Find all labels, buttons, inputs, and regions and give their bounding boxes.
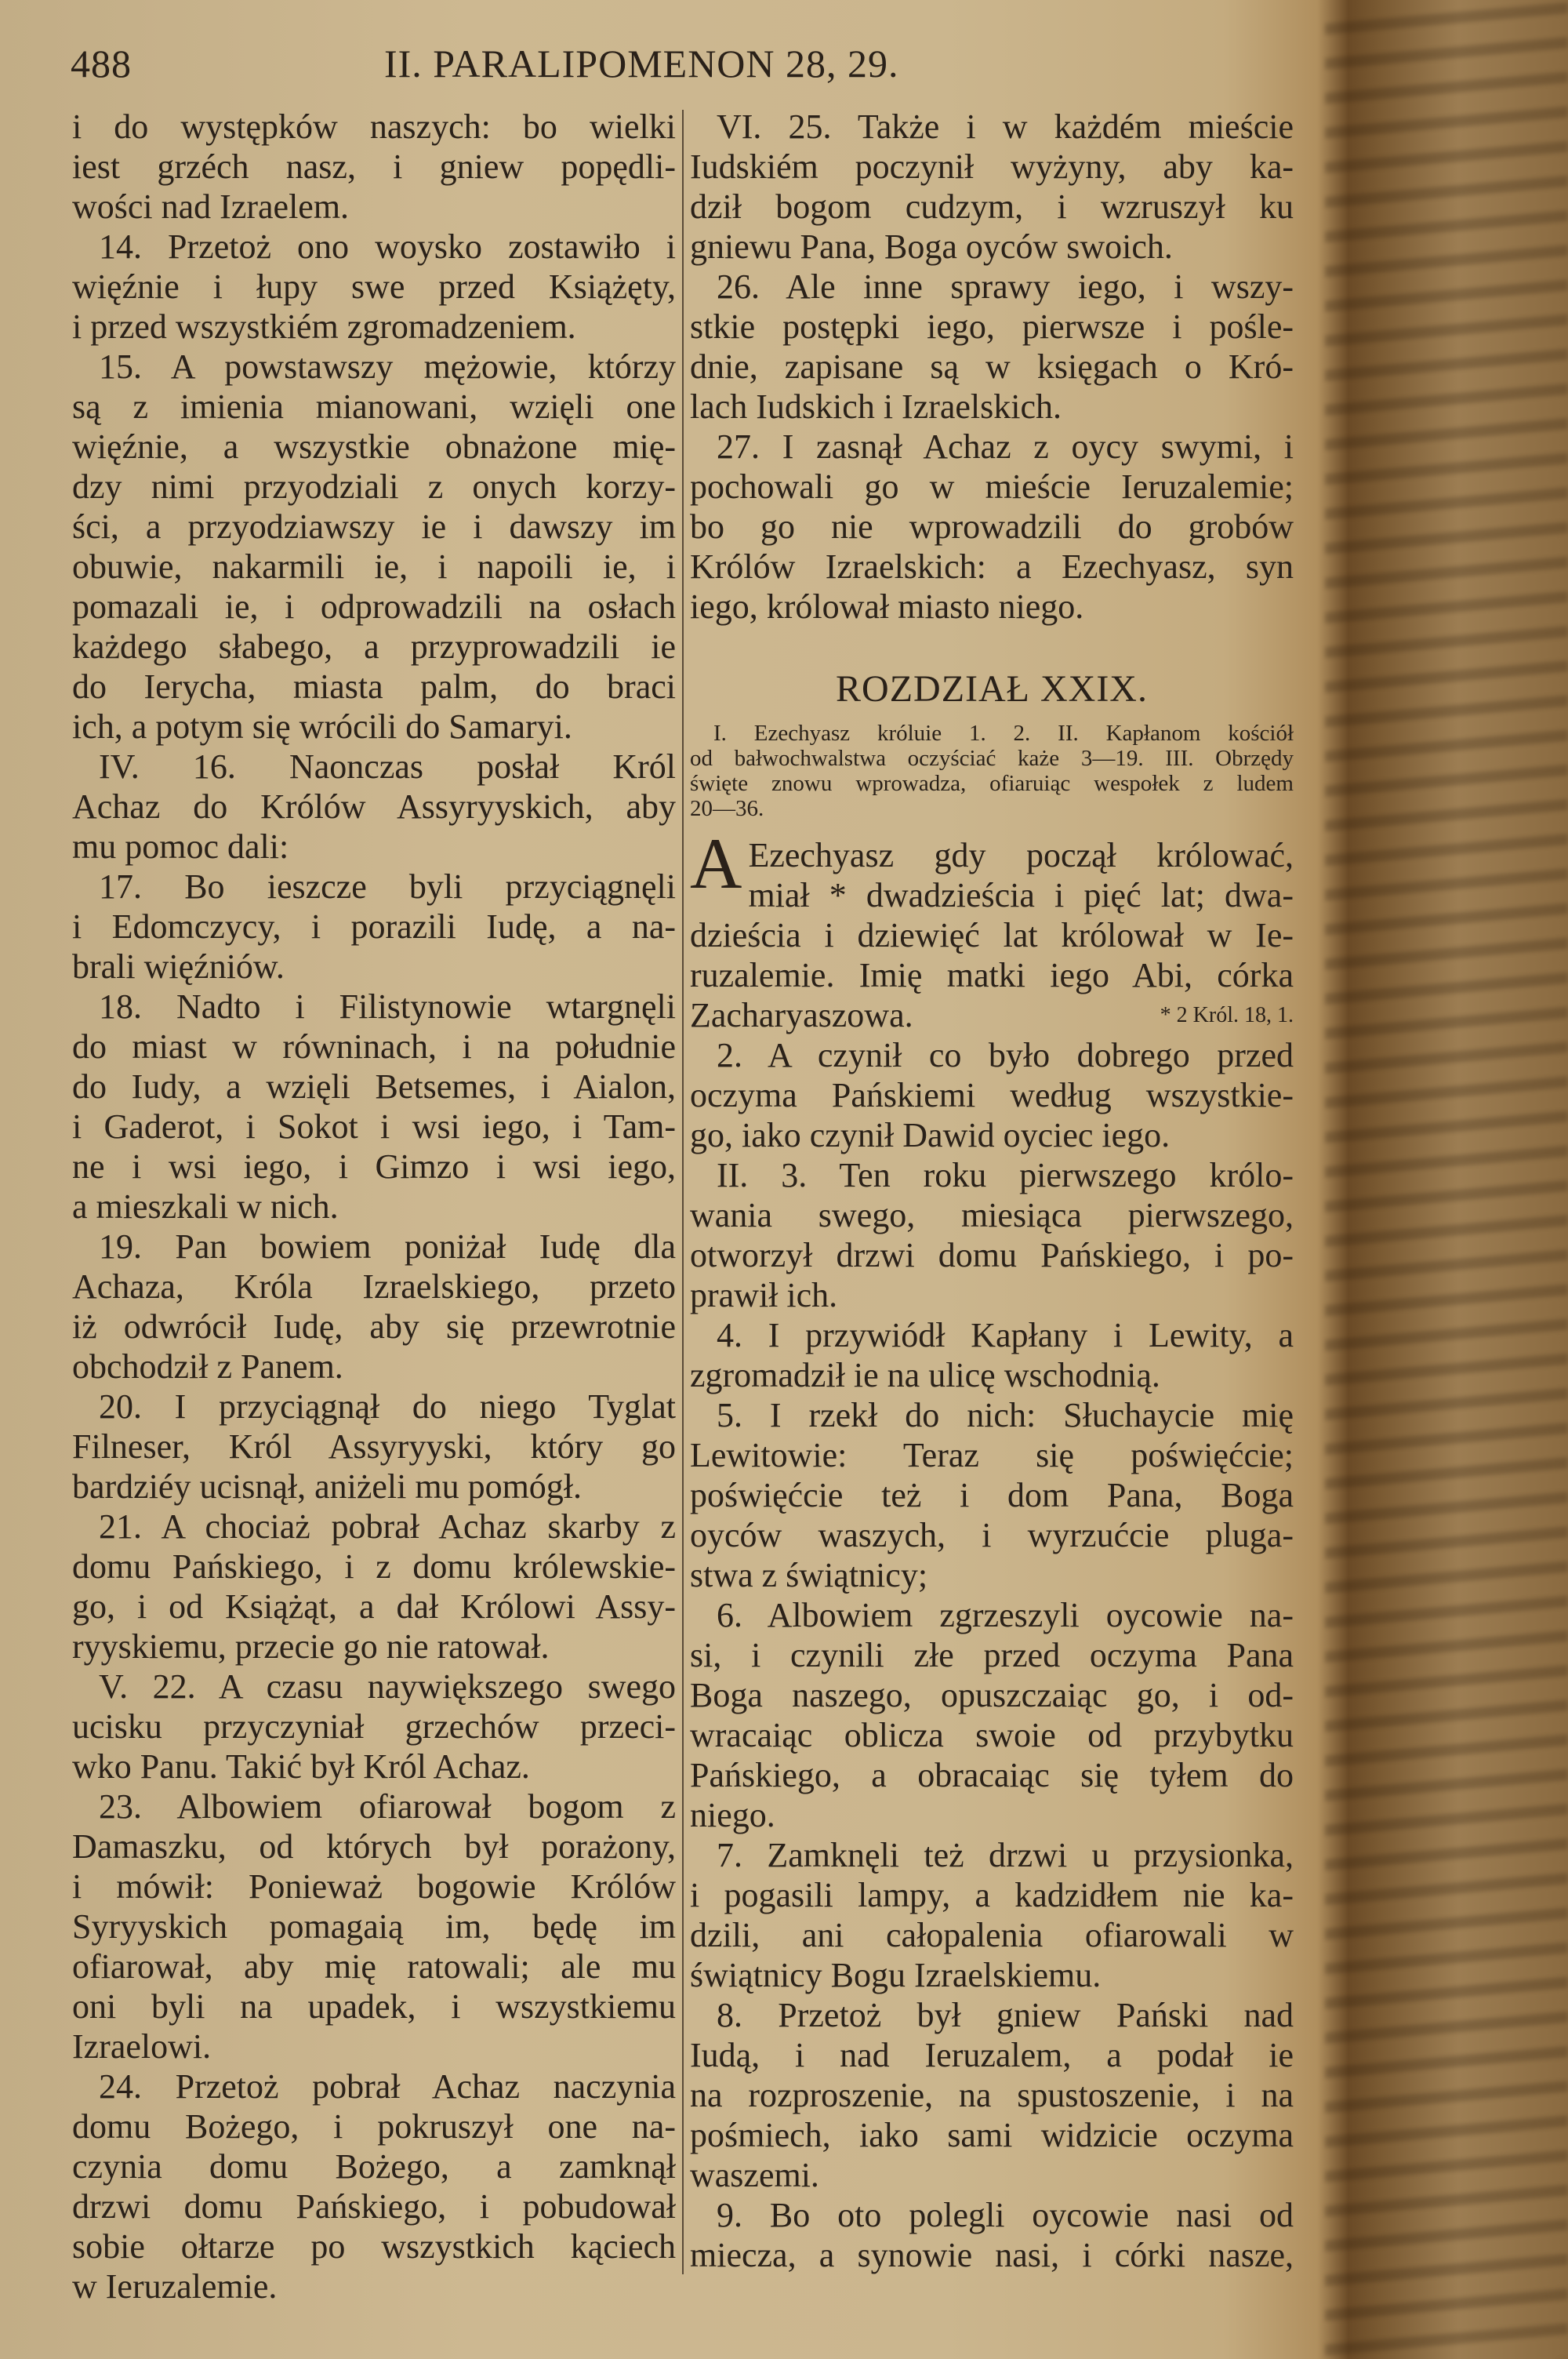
verse-paragraph [690,1155,1294,1315]
text-line [72,107,676,147]
line-text: miał * dwadzieścia i pięć lat; dwa- [748,876,1294,914]
line-text: miecza, a synowie nasi, i córki nasze, [690,2236,1294,2274]
running-header [71,41,1294,88]
text-line [72,1826,676,1866]
text-line [72,747,676,787]
line-text: wości nad Izraelem. [72,187,350,226]
text-line [72,907,676,947]
line-text: dzy nimi przyodziali z onych korzy- [72,467,676,506]
verse-paragraph [72,1227,676,1387]
line-text: domu Pańskiego, i z domu królewskie- [72,1547,676,1586]
text-line [690,1675,1294,1715]
line-text: drzwi domu Pańskiego, i pobudował [72,2187,676,2226]
verse-paragraph [690,1995,1294,2195]
text-line [72,827,676,867]
text-line [72,1147,676,1187]
verse-paragraph [72,227,676,347]
text-line [690,1035,1294,1075]
line-text: 24. Przetoż pobrał Achaz naczynia [99,2067,676,2106]
text-line [72,307,676,347]
text-line [690,2235,1294,2275]
line-text: iego, królował miasto niego. [690,587,1084,626]
text-line [690,1715,1294,1755]
text-line [690,2155,1294,2195]
text-line [72,1707,676,1747]
line-text: i do występków naszych: bo wielki [72,107,676,146]
verse-paragraph [72,107,676,227]
text-line [72,1787,676,1826]
text-line [72,227,676,267]
text-line [72,787,676,827]
line-text: sobie ołtarze po wszystkich kąciech [72,2227,676,2266]
line-text: Królów Izraelskich: a Ezechyasz, syn [690,547,1294,586]
line-text: 8. Przetoż był gniew Pański nad [717,1996,1294,2034]
text-line [690,875,1294,915]
line-text: dził bogom cudzym, i wzruszył ku [690,187,1294,226]
line-text: Achaz do Królów Assyryyskich, aby [72,787,676,826]
text-line [72,1627,676,1667]
line-text: V. 22. A czasu naywiększego swego [99,1667,676,1706]
line-text: świątnicy Bogu Izraelskiemu. [690,1956,1102,1994]
line-text: ucisku przyczyniał grzechów przeci- [72,1707,676,1746]
text-line [690,1555,1294,1595]
line-text: zgromadził ie na ulicę wschodnią. [690,1356,1160,1394]
text-line [690,1915,1294,1955]
line-text: 7. Zamknęli też drzwi u przysionka, [717,1836,1294,1874]
text-line [690,1235,1294,1275]
line-text: Pańskiego, a obracaiąc się tyłem do [690,1756,1294,1794]
text-line [72,627,676,667]
text-line [72,2186,676,2226]
text-line [690,1635,1294,1675]
line-text: ści, a przyodziawszy ie i dawszy im [72,507,676,546]
line-text: otworzył drzwi domu Pańskiego, i po- [690,1236,1294,1274]
line-text: poświęćcie też i dom Pana, Boga [690,1476,1294,1514]
text-line [72,1587,676,1627]
line-text: na rozproszenie, na spustoszenie, i na [690,2076,1294,2114]
text-line [72,867,676,907]
text-line [690,2195,1294,2235]
line-text: prawił ich. [690,1276,838,1314]
line-text: dzieścia i dziewięć lat królował w Ie- [690,916,1294,954]
line-text: do Ierycha, miasta palm, do braci [72,667,676,706]
line-text: lach Iudskich i Izraelskich. [690,387,1062,426]
text-line [72,667,676,707]
text-line [690,587,1294,627]
line-text: domu Bożego, i pokruszył one na- [72,2107,676,2146]
text-line [690,1995,1294,2035]
text-line [72,2226,676,2266]
line-text: VI. 25. Także i w każdém mieście [717,107,1294,146]
text-line [72,1986,676,2026]
text-line [72,1427,676,1467]
text-line [690,955,1294,995]
text-line [72,1906,676,1946]
line-text: 4. I przywiódł Kapłany i Lewity, a [717,1316,1294,1354]
text-line [690,1315,1294,1355]
column-divider [682,110,684,2274]
verse-paragraph [690,1315,1294,1395]
text-line [72,587,676,627]
line-text: 15. A powstawszy mężowie, którzy [99,347,676,386]
text-line [690,427,1294,467]
text-line [72,1467,676,1507]
text-line [72,267,676,307]
line-text: Izraelowi. [72,2027,212,2066]
text-line [72,947,676,987]
chapter-heading: ROZDZIAŁ XXIX. [836,668,1148,710]
line-text: Iudą, i nad Ieruzalem, a podał ie [690,2036,1294,2074]
text-line [72,387,676,427]
text-line [690,107,1294,147]
text-line [690,307,1294,347]
line-text: brali więźniów. [72,947,285,986]
text-line [690,227,1294,267]
line-text: ofiarował, aby mię ratowali; ale mu [72,1947,676,1986]
text-line [72,507,676,547]
text-line [690,1835,1294,1875]
line-text: czynia domu Bożego, a zamknął [72,2147,676,2186]
text-line [690,1195,1294,1235]
summary-line: święte znowu wprowadza, ofiaruiąc wespołek z ludem [690,771,1294,796]
text-line [690,915,1294,955]
summary-line: od bałwochwalstwa oczyściać każe 3—19. III. Obrzędy [690,746,1294,771]
text-line [690,547,1294,587]
line-text: 27. I zasnął Achaz z oycy swymi, i [717,427,1294,466]
line-text: go, iako czynił Dawid oyciec iego. [690,1116,1171,1154]
line-text: oyców waszych, i wyrzućcie pluga- [690,1516,1294,1554]
line-text: do miast w równinach, i na południe [72,1027,676,1066]
line-text: II. 3. Ten roku pierwszego królo- [717,1156,1294,1194]
text-line [72,187,676,227]
verse-paragraph [690,2195,1294,2275]
verse-paragraph [690,1595,1294,1835]
text-line [690,347,1294,387]
facing-page-edge [1325,0,1568,2359]
text-line [690,1955,1294,1995]
text-line [72,1067,676,1107]
text-line [690,1115,1294,1155]
verse-paragraph [690,1395,1294,1595]
line-text: waszemi. [690,2156,819,2194]
line-text: Lewitowie: Teraz się poświęćcie; [690,1436,1294,1474]
line-text: dzili, ani całopalenia ofiarowali w [690,1916,1294,1954]
text-line [72,2066,676,2106]
text-line [690,835,1294,875]
text-line [690,2075,1294,2115]
right-column-paragraphs-before [690,107,1294,627]
line-text: 2. A czynił co było dobrego przed [717,1036,1294,1074]
text-line [690,1795,1294,1835]
line-text: 21. A chociaż pobrał Achaz skarby z [99,1507,676,1546]
verse-paragraph [72,987,676,1227]
line-text: i mówił: Ponieważ bogowie Królów [72,1867,676,1906]
text-line [72,1747,676,1787]
text-line [690,1515,1294,1555]
text-line [690,1355,1294,1395]
verse-paragraph [72,747,676,867]
text-line [72,547,676,587]
text-line [72,427,676,467]
line-text: wania swego, miesiąca pierwszego, [690,1196,1294,1234]
line-text: i pogasili lampy, a kadzidłem nie ka- [690,1876,1294,1914]
verse-paragraph [72,1507,676,1667]
left-column [72,107,676,2306]
text-line [72,1667,676,1707]
text-line [690,267,1294,307]
verse-paragraph [690,427,1294,627]
text-line [690,1275,1294,1315]
line-text: pomazali ie, i odprowadzili na osłach [72,587,676,626]
verse-paragraph [690,1835,1294,1995]
summary-line: 20—36. [690,796,764,821]
text-line [72,1267,676,1307]
text-line [690,2115,1294,2155]
line-text: są z imienia mianowani, wzięli one [72,387,676,426]
line-text: 23. Albowiem ofiarował bogom z [99,1787,676,1826]
text-line [690,995,1294,1035]
text-line [690,387,1294,427]
line-text: a mieszkali w nich. [72,1187,339,1226]
line-text: obchodził z Panem. [72,1347,343,1386]
line-text: Iudskiém poczynił wyżyny, aby ka- [690,147,1294,186]
line-text: Ezechyasz gdy począł królować, [748,836,1294,874]
text-line [690,1595,1294,1635]
text-line [690,507,1294,547]
line-text: 18. Nadto i Filistynowie wtargnęli [99,987,676,1026]
line-text: każdego słabego, a przyprowadzili ie [72,627,676,666]
text-line [72,2146,676,2186]
text-line [72,1307,676,1347]
line-text: i Edomczycy, i porazili Iudę, a na- [72,907,676,946]
line-text: Zacharyaszowa. [690,996,913,1034]
drop-cap: A [690,823,742,903]
line-text: do Iudy, a wzięli Betsemes, i Aialon, [72,1067,676,1106]
text-line [72,1227,676,1267]
text-line [72,2266,676,2306]
text-line [690,1435,1294,1475]
text-line [690,1395,1294,1435]
line-text: 6. Albowiem zgrzeszyli oycowie na- [717,1596,1294,1634]
line-text: więźnie i łupy swe przed Książęty, [72,267,676,306]
line-text: obuwie, nakarmili ie, i napoili ie, i [72,547,676,586]
running-title: II. PARALIPOMENON 28, 29. [384,42,899,85]
text-line [690,1475,1294,1515]
line-text: niego. [690,1796,775,1834]
line-text: oni byli na upadek, i wszystkiemu [72,1987,676,2026]
line-text: bardziéy ucisnął, aniżeli mu pomógł. [72,1467,583,1506]
line-text: wracaiąc oblicza swoie od przybytku [690,1716,1294,1754]
line-text: i Gaderot, i Sokot i wsi iego, i Tam- [72,1107,676,1146]
line-text: Syryyskich pomagaią im, będę im [72,1907,676,1946]
text-line [690,467,1294,507]
text-line [72,147,676,187]
line-text: Damaszku, od których był porażony, [72,1827,676,1866]
line-text: 17. Bo ieszcze byli przyciągnęli [99,867,676,906]
text-line [72,1187,676,1227]
line-text: ruzalemie. Imię matki iego Abi, córka [690,956,1294,994]
text-line [72,1547,676,1587]
verse-paragraph [72,1787,676,2066]
line-text: i przed wszystkiém zgromadzeniem. [72,307,576,346]
text-line [72,987,676,1027]
line-text: 14. Przetoż ono woysko zostawiło i [99,227,676,266]
line-text: mu pomoc dali: [72,827,289,866]
text-line [72,467,676,507]
verse-paragraph [72,2066,676,2306]
verse-paragraph [690,107,1294,267]
line-text: 19. Pan bowiem poniżał Iudę dla [99,1227,676,1266]
line-text: 9. Bo oto polegli oycowie nasi od [717,2196,1294,2234]
line-text: stkie postępki iego, pierwsze i pośle- [690,307,1294,346]
line-text: iest grzéch nasz, i gniew popędli- [72,147,676,186]
line-text: ne i wsi iego, i Gimzo i wsi iego, [72,1147,676,1186]
verse-paragraph [72,1387,676,1507]
text-line [690,1075,1294,1115]
right-column-paragraphs-after [690,823,1294,2275]
text-line [72,2026,676,2066]
verse-paragraph [690,1035,1294,1155]
line-text: wko Panu. Takić był Król Achaz. [72,1747,530,1786]
line-text: ich, a potym się wrócili do Samaryi. [72,707,572,746]
page-number: 488 [71,42,132,85]
text-line [72,1027,676,1067]
text-line [690,187,1294,227]
line-text: Achaza, Króla Izraelskiego, przeto [72,1267,676,1306]
footnote-reference: * 2 Król. 18, 1. [1160,1003,1294,1027]
text-line [72,2106,676,2146]
verse-paragraph [72,867,676,987]
text-line [72,1107,676,1147]
chapter-summary [690,721,1294,821]
line-text: Filneser, Król Assyryyski, który go [72,1427,676,1466]
text-line [690,1755,1294,1795]
text-line [72,1866,676,1906]
text-line [690,2035,1294,2075]
line-text: 20. I przyciągnął do niego Tyglat [99,1387,676,1426]
text-line [690,147,1294,187]
text-line [72,1387,676,1427]
verse-paragraph [690,267,1294,427]
line-text: bo go nie wprowadzili do grobów [690,507,1294,546]
line-text: gniewu Pana, Boga oyców swoich. [690,227,1173,266]
line-text: więźnie, a wszystkie obnażone mię- [72,427,676,466]
right-column [690,107,1294,2275]
line-text: IV. 16. Naonczas posłał Król [99,747,676,786]
line-text: ryyskiemu, przecie go nie ratował. [72,1627,550,1666]
text-line [690,1875,1294,1915]
text-line [72,1507,676,1547]
text-line [72,1347,676,1387]
line-text: w Ieruzalemie. [72,2267,278,2306]
line-text: oczyma Pańskiemi według wszystkie- [690,1076,1294,1114]
line-text: pochowali go w mieście Ieruzalemie; [690,467,1294,506]
line-text: si, i czynili złe przed oczyma Pana [690,1636,1294,1674]
line-text: Boga naszego, opuszczaiąc go, i od- [690,1676,1294,1714]
line-text: go, i od Książąt, a dał Królowi Assy- [72,1587,676,1626]
text-line [72,707,676,747]
verse-paragraph [690,823,1294,1035]
line-text: dnie, zapisane są w księgach o Kró- [690,347,1294,386]
line-text: 26. Ale inne sprawy iego, i wszy- [717,267,1294,306]
verse-paragraph [72,347,676,747]
line-text: iż odwrócił Iudę, aby się przewrotnie [72,1307,676,1346]
line-text: pośmiech, iako sami widzicie oczyma [690,2116,1294,2154]
line-text: 5. I rzekł do nich: Słuchaycie mię [717,1396,1294,1434]
text-line [690,1155,1294,1195]
text-line [72,347,676,387]
line-text: stwa z świątnicy; [690,1556,928,1594]
verse-paragraph [72,1667,676,1787]
text-line [72,1946,676,1986]
summary-line: I. Ezechyasz króluie 1. 2. II. Kapłanom kościół [713,721,1294,746]
